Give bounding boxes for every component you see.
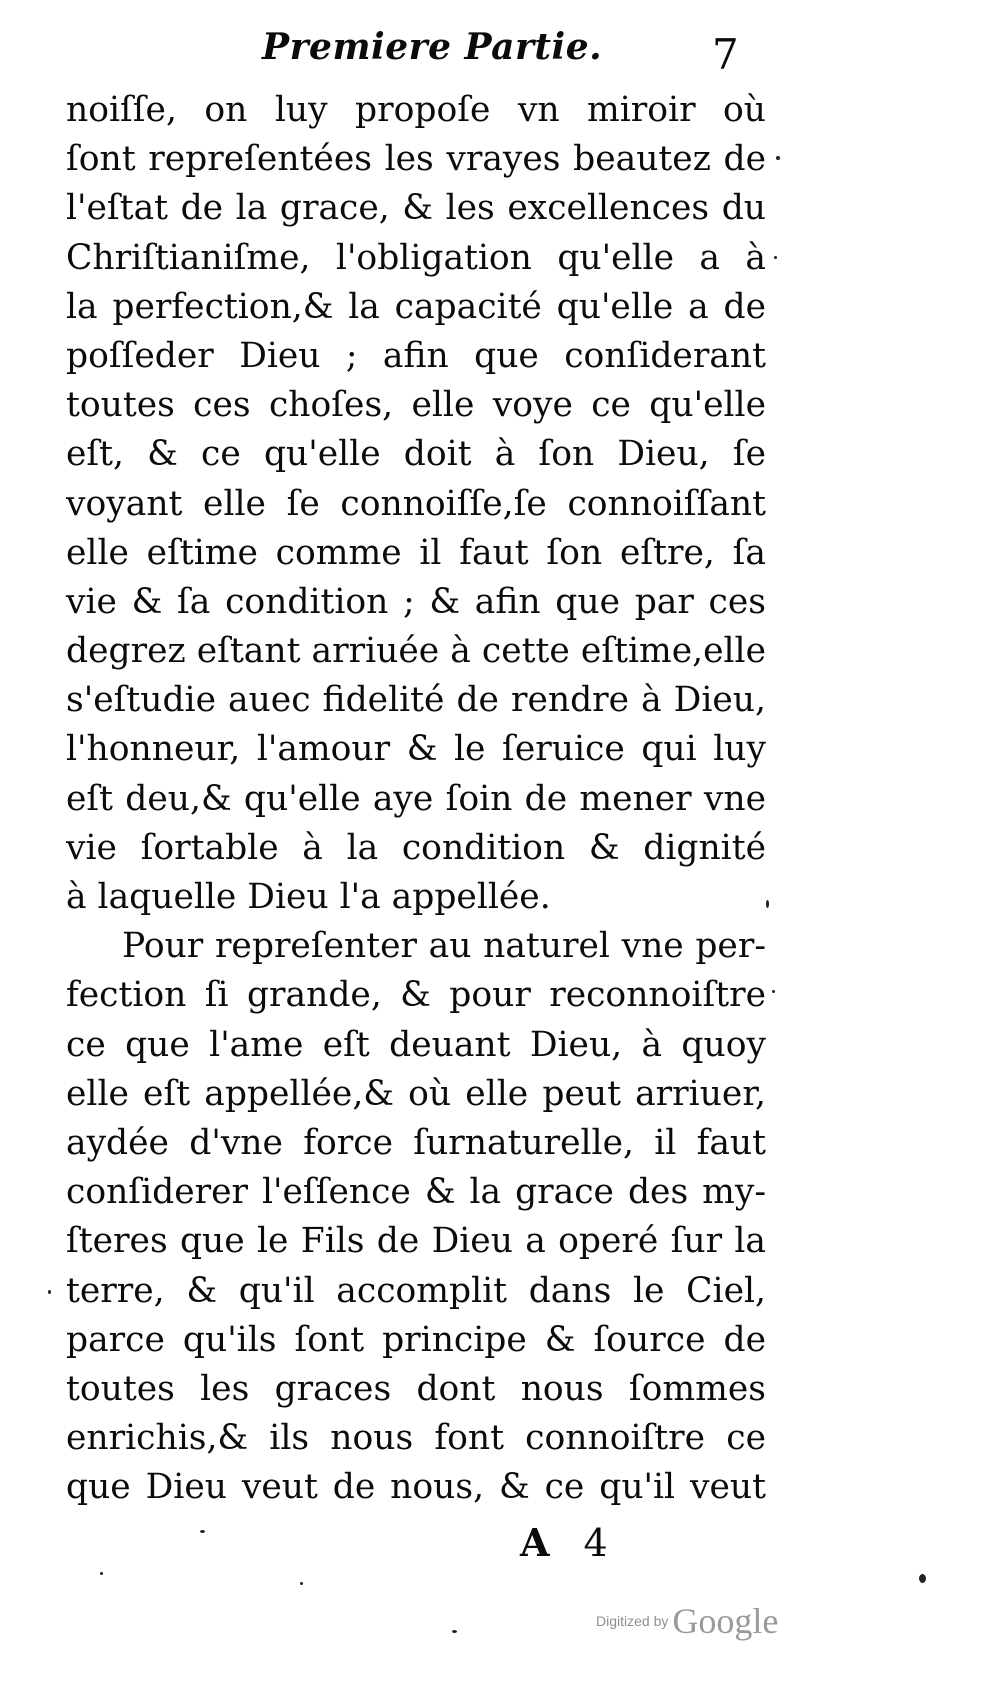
text-line: elle eſt appellée,& où elle peut arriuer, <box>66 1073 766 1114</box>
text-line: eſt deu,& qu'elle aye ſoin de mener vne <box>66 778 766 819</box>
scan-speck <box>48 1290 51 1294</box>
text-line: enrichis,& ils nous font connoiſtre ce <box>66 1418 766 1459</box>
text-line: parce qu'ils ſont principe & ſource de <box>66 1319 766 1360</box>
signature-mark <box>520 1520 608 1565</box>
text-line: degrez eſtant arriuée à cette eſtime,elle <box>66 631 766 672</box>
text-line: l'honneur, l'amour & le ſeruice qui luy <box>66 729 766 770</box>
scan-speck <box>100 1572 103 1575</box>
text-line: Chriſtianiſme, l'obligation qu'elle a à <box>66 237 766 278</box>
running-title: Premiere Partie. <box>262 26 603 68</box>
scan-speck <box>774 256 777 259</box>
text-line: eſt, & ce qu'elle doit à ſon Dieu, ſe <box>66 434 766 475</box>
text-line: s'eſtudie auec fidelité de rendre à Dieu, <box>66 680 766 721</box>
text-line: que Dieu veut de nous, & ce qu'il veut <box>66 1467 766 1508</box>
page-number: 7 <box>712 30 739 79</box>
text-line: noiſſe, on luy propoſe vn miroir où <box>66 90 766 130</box>
text-line: toutes ces choſes, elle voye ce qu'elle <box>66 385 766 426</box>
text-line: fection ſi grande, & pour reconnoiſtre <box>66 975 766 1016</box>
signature-letter: A <box>520 1520 550 1565</box>
scan-speck <box>772 990 775 993</box>
scan-speck <box>919 1574 926 1583</box>
text-line: conſiderer l'eſſence & la grace des my- <box>66 1172 766 1213</box>
watermark-prefix: Digitized by <box>596 1613 669 1629</box>
text-line: toutes les graces dont nous ſommes <box>66 1368 766 1409</box>
text-line: la perfection,& la capacité qu'elle a de <box>66 286 766 327</box>
scan-speck <box>776 156 780 160</box>
signature-number: 4 <box>583 1521 608 1565</box>
text-line: ſteres que le Fils de Dieu a operé ſur la <box>66 1221 766 1262</box>
text-line: à laquelle Dieu l'a appellée. <box>66 877 551 917</box>
text-line: vie & ſa condition ; & afin que par ces <box>66 581 766 622</box>
text-line: voyant elle ſe connoiſſe,ſe connoiſſant <box>66 483 766 524</box>
scan-speck <box>300 1582 303 1585</box>
scan-speck <box>452 1630 457 1633</box>
text-line: l'eſtat de la grace, & les excellences du <box>66 188 766 229</box>
text-line: vie ſortable à la condition & dignité <box>66 827 766 868</box>
scan-speck <box>200 1530 205 1533</box>
digitization-watermark <box>596 1600 778 1642</box>
watermark-brand: Google <box>672 1601 779 1641</box>
text-line: elle eſtime comme il faut ſon eſtre, ſa <box>66 532 766 573</box>
text-line: ce que l'ame eſt deuant Dieu, à quoy <box>66 1024 766 1065</box>
text-line: aydée d'vne force ſurnaturelle, il faut <box>66 1122 766 1163</box>
text-line: poſſeder Dieu ; afin que conſiderant <box>66 335 766 376</box>
body-text <box>66 86 766 1512</box>
text-line: ſont repreſentées les vrayes beautez de <box>66 139 766 180</box>
text-line: Pour repreſenter au naturel vne per- <box>122 926 766 967</box>
text-line: terre, & qu'il accomplit dans le Ciel, <box>66 1270 766 1311</box>
scan-speck <box>766 900 769 908</box>
